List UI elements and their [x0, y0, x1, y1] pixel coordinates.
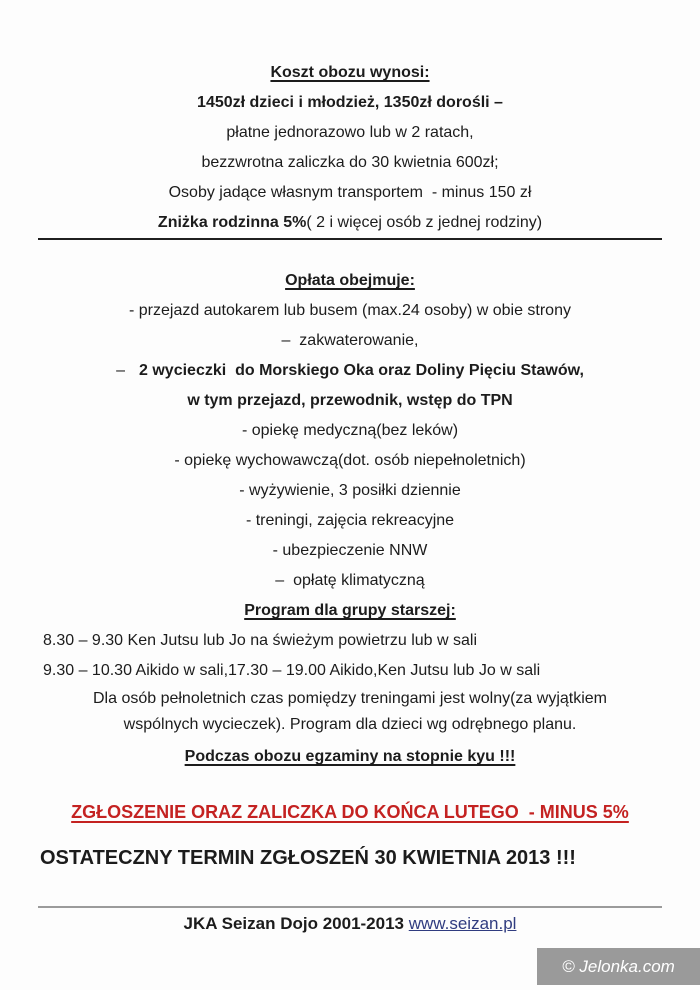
- care-item: - opiekę wychowawczą(dot. osób niepełnoletnich): [174, 452, 526, 469]
- footer-divider: [38, 906, 662, 908]
- jelonka-watermark: [537, 948, 700, 985]
- deposit-line: bezzwrotna zaliczka do 30 kwietnia 600zł;: [201, 154, 499, 171]
- family-discount-rest: ( 2 i więcej osób z jednej rodziny): [306, 214, 543, 231]
- meals-item: - wyżywienie, 3 posiłki dziennie: [239, 482, 461, 499]
- trainings-item: - treningi, zajęcia rekreacyjne: [245, 512, 455, 529]
- section-divider: [38, 238, 662, 240]
- schedule-line-2: 9.30 – 10.30 Aikido w sali,17.30 – 19.00 Aikido,Ken Jutsu lub Jo w sali: [43, 662, 541, 679]
- program-note-line-2: wspólnych wycieczek). Program dla dzieci wg odrębnego planu.: [123, 716, 577, 733]
- seizan-website-link[interactable]: www.seizan.pl: [408, 914, 517, 933]
- own-transport-line: Osoby jadące własnym transportem - minus 150 zł: [168, 184, 532, 201]
- cost-section: [38, 58, 662, 238]
- program-heading: Program dla grupy starszej:: [244, 602, 456, 619]
- footer: [38, 910, 662, 938]
- final-deadline-line: OSTATECZNY TERMIN ZGŁOSZEŃ 30 KWIETNIA 2013 !!!: [40, 847, 576, 869]
- program-section: [38, 596, 662, 772]
- schedule-line-1: 8.30 – 9.30 Ken Jutsu lub Jo na świeżym powietrzu lub w sali: [43, 632, 478, 649]
- cost-heading: Koszt obozu wynosi:: [270, 64, 430, 81]
- payment-line: płatne jednorazowo lub w 2 ratach,: [226, 124, 474, 141]
- insurance-item: - ubezpieczenie NNW: [272, 542, 428, 559]
- price-line: 1450zł dzieci i młodzież, 1350zł dorośli –: [197, 94, 503, 111]
- medical-item: - opiekę medyczną(bez leków): [241, 422, 459, 439]
- program-note-line-1: Dla osób pełnoletnich czas pomiędzy treningami jest wolny(za wyjątkiem: [92, 690, 607, 707]
- trips-item: [38, 356, 662, 386]
- transfer-item: - przejazd autokarem lub busem (max.24 osoby) w obie strony: [129, 302, 571, 319]
- climate-item: – opłatę klimatyczną: [275, 572, 425, 589]
- watermark-text: © Jelonka.com: [562, 956, 675, 976]
- accommodation-item: – zakwaterowanie,: [281, 332, 419, 349]
- fees-heading: Opłata obejmuje:: [285, 272, 415, 289]
- trips-item-line2: w tym przejazd, przewodnik, wstęp do TPN: [187, 392, 513, 409]
- fees-section: [38, 266, 662, 596]
- early-discount-text: ZGŁOSZENIE ORAZ ZALICZKA DO KOŃCA LUTEGO - MINUS 5%: [71, 802, 629, 822]
- trips-dash: –: [116, 362, 126, 379]
- early-discount-line: [38, 798, 662, 826]
- exams-line: Podczas obozu egzaminy na stopnie kyu !!!: [184, 748, 516, 765]
- deadlines-section: [38, 798, 662, 872]
- trips-text: 2 wycieczki do Morskiego Oka oraz Doliny Pięciu Stawów,: [139, 362, 584, 379]
- organization-name: JKA Seizan Dojo 2001-2013: [183, 914, 404, 933]
- family-discount-line: [38, 208, 662, 238]
- family-discount-bold: Zniżka rodzinna 5%: [157, 214, 307, 231]
